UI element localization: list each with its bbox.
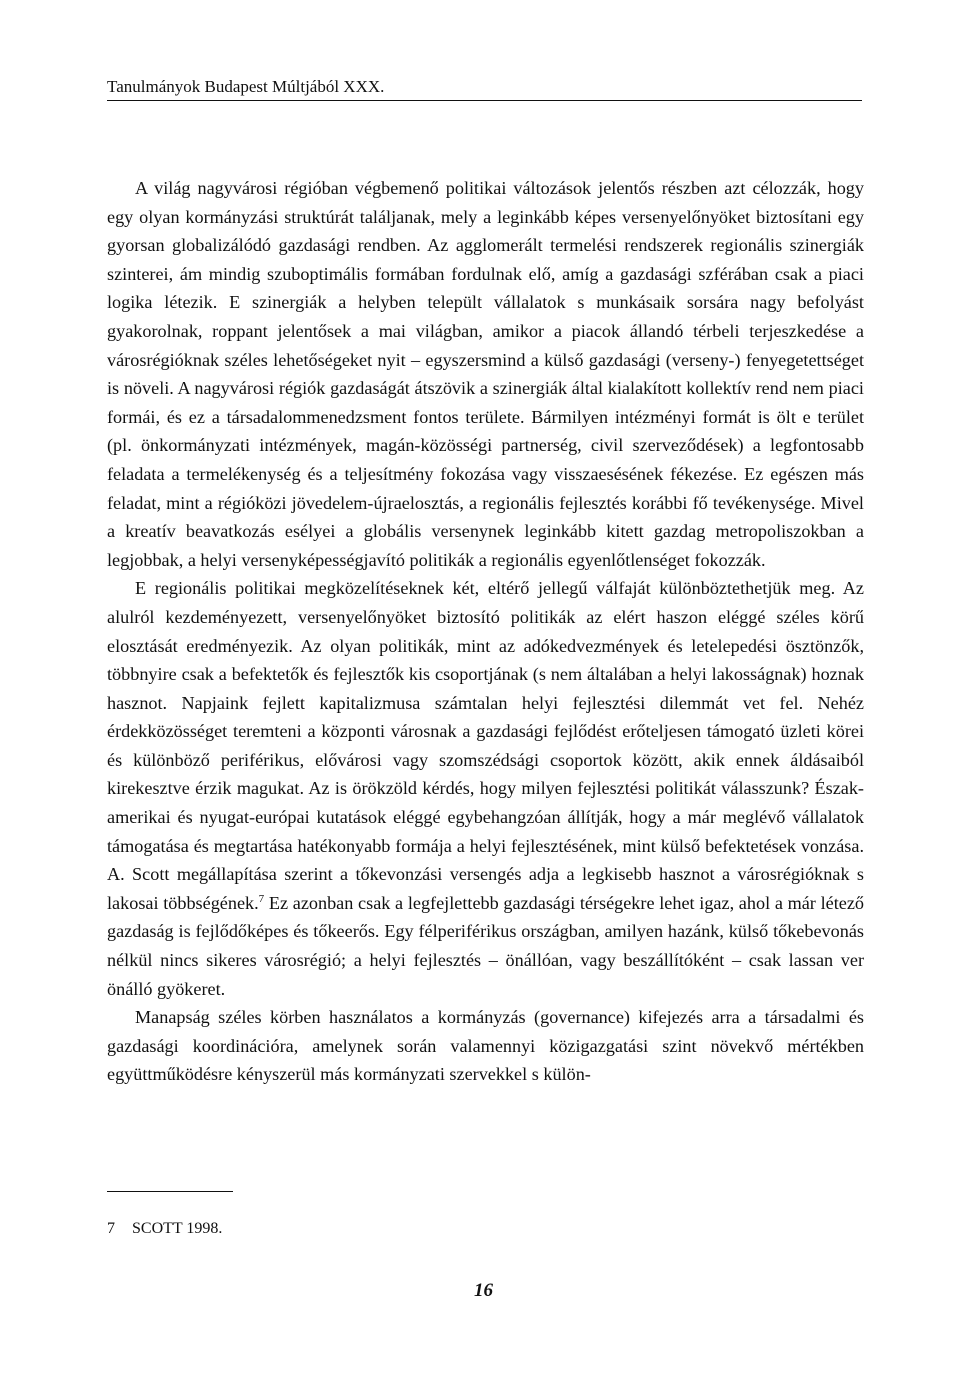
footnote-number: 7 [107,1220,115,1237]
footnote-text: SCOTT 1998. [132,1220,223,1237]
paragraph-2-text-after-note: Ez azonban csak a legfejlettebb gazdasági térségekre lehet igaz, ahol a már létező gazdaság is fejlődőképes és tőkeerős. Egy félperiférikus országban, amilyen hazánk, külső tőkebevonás nélkül nincs sikeres városrégió; a helyi fejlesztés – önállóan, vagy beszállítóként – csak lassan ver önálló gyökeret. [107,892,864,999]
paragraph-2-text-before-note: E regionális politikai megközelítéseknek két, eltérő jellegű válfaját különböztethetjük meg. Az alulról kezdeményezett, versenyelőnyöket biztosító politikák az elért haszon eléggé széles körű elosztását eredményezik. Az olyan politikák, mint az adókedvezmények és letelepedési ösztönzők, többnyire csak a befektetők és fejlesztők kis csoportjának (s nem általában a helyi lakosságnak) hoznak hasznot. Napjaink fejlett kapitalizmusa számtalan helyi fejlesztési dilemmát vet fel. Nehéz érdekközösséget teremteni a központi városnak a gazdasági fejlődést erőteljesen támogató üzleti körei és különböző periférikus, elővárosi vagy szomszédsági csoportok között, akik ennek áldásaiból kirekesztve érzik magukat. Az is örökzöld kérdés, hogy milyen fejlesztési politikát válasszunk? Észak-amerikai és nyugat-európai kutatások eléggé egybehangzóan állítják, hogy a már meglévő vállalatok támogatása és megtartása hatékonyabb formája a helyi fejlesztésének, mint külső befektetések vonzása. A. Scott megállapítása szerint a tőkevonzási versengés adja a legkisebb hasznot a városrégióknak s lakosai többségének. [107,578,864,913]
page-number: 16 [474,1280,493,1301]
paragraph-1: A világ nagyvárosi régióban végbemenő politikai változások jelentős részben azt célozzák, hogy egy olyan kormányzási struktúrát találjanak, mely a leginkább képes versenyelőnyöket biztosítani egy gyorsan globalizálódó gazdasági rendben. Az agglomerált termelési rendszerek regionális szinergiák szinterei, ám mindig szuboptimális formában fordulnak elő, amíg a gazdasági szférában csak a piaci logika létezik. E szinergiák a helyben települt vállalatok s munkásaik sorsára nagy befolyást gyakorolnak, roppant jelentősek a mai világban, amikor a piacok állandó térbeli terjeszkedése a városrégióknak széles lehetőségeket nyit – egyszersmind a külső gazdasági (verseny-) fenyegetettséget is növeli. A nagyvárosi régiók gazdaságát átszövik a szinergiák által kialakított kollektív rend nem piaci formái, és ez a társadalommenedzsment fontos területe. Bármilyen intézményi formát is ölt e terület (pl. önkormányzati intézmények, magán-közösségi partnerség, civil szerveződések) a legfontosabb feladata a termelékenység és a teljesítmény fokozása vagy visszaesésének fékezése. Ez egészen más feladat, mint a régióközi jövedelem-újraelosztás, a regionális fejlesztés korábbi fő tevékenysége. Mivel a kreatív beavatkozás esélyei a globális versenynek leginkább kitett gazdag metropoliszokban a legjobbak, a helyi versenyképességjavító politikák a regionális egyenlőtlenséget fokozzák. [107,178,864,570]
footnote-divider [107,1191,233,1192]
running-header [107,76,862,101]
footnote-reference: 7 [258,892,265,905]
paragraph-3: Manapság széles körben használatos a kormányzás (governance) kifejezés arra a társadalmi és gazdasági koordinációra, amelynek során valamennyi közigazgatási szint növekvő mértékben együttműködésre kényszerül más kormányzati szervekkel s külön- [107,1007,864,1085]
main-text [107,174,864,1089]
running-header-title: Tanulmányok Budapest Múltjából XXX. [107,77,385,96]
paragraph-2 [107,574,864,1003]
footnote [107,1219,222,1239]
